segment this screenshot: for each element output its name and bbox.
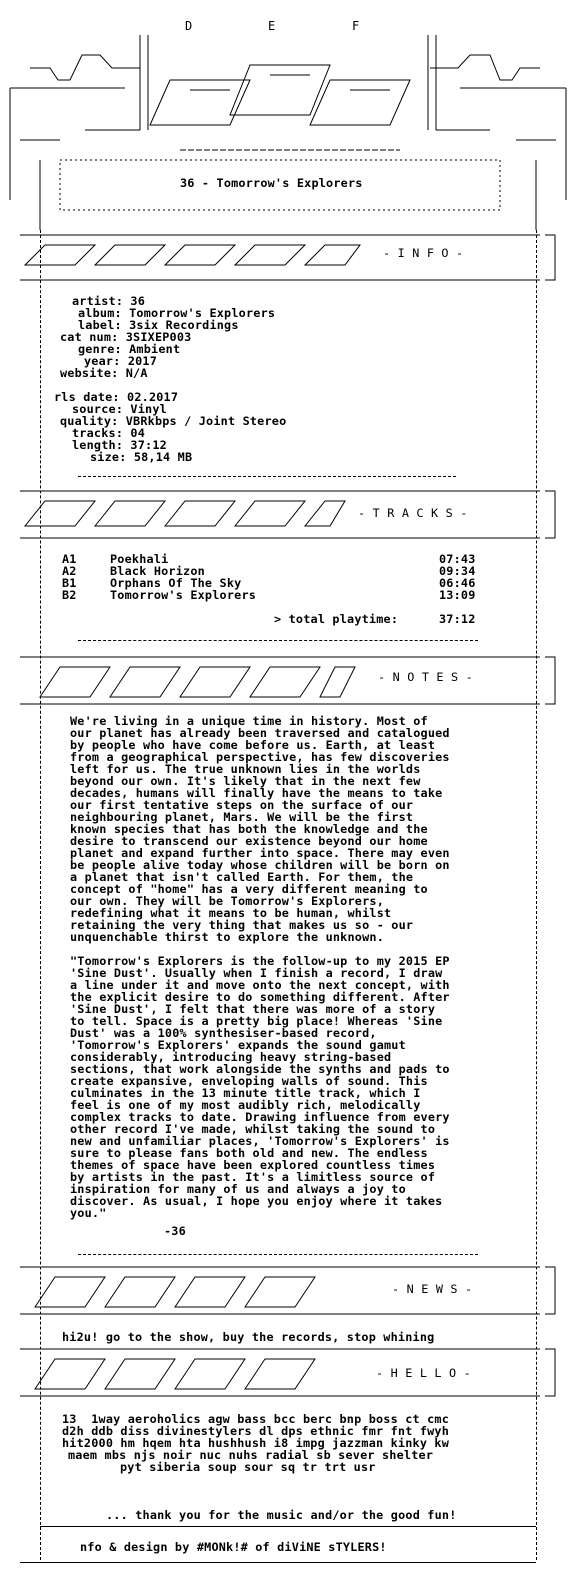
notes-line: sections, that work alongside the synths and pads to [70,1062,450,1076]
left-rail [40,230,41,1560]
notes-line: planet and expand further into space. There may even [70,846,450,860]
info-field-source: source: Vinyl [72,402,167,416]
notes-line: to tell. Space is a pretty big place! Whereas 'Sine [70,1014,443,1028]
notes-line: concept of "home" has a very different meaning to [70,882,428,896]
quality-value: VBRkbps / Joint Stereo [125,414,287,428]
track-title: Poekhali [110,552,169,566]
notes-line: desire to transcend our existence beyond our home [70,834,428,848]
page-title: 36 - Tomorrow's Explorers [180,176,363,190]
tracks-section-label: - T R A C K S - [358,506,468,520]
info-field-genre: genre: Ambient [78,342,181,356]
track-position: A2 [62,564,77,578]
label-value: 3six Recordings [129,318,239,332]
notes-line: Dust' was a 100% synthesiser-based record, [70,1026,377,1040]
notes-line: a planet that isn't called Earth. For them, the [70,870,414,884]
notes-line: feel is one of my most audibly rich, melodically [70,1098,421,1112]
notes-line: the explicit desire to do something different. After [70,990,450,1004]
notes-line: 'Sine Dust', I felt that there was more of a story [70,1002,436,1016]
track-title: Orphans Of The Sky [110,576,242,590]
notes-line: you." [70,1206,107,1220]
info-field-cat-num: cat num: 3SIXEP003 [60,330,192,344]
notes-line: sure to please fans both old and new. The endless [70,1146,428,1160]
notes-line: beyond our own. It's likely that in the next few [70,774,421,788]
right-rail [536,230,537,1560]
info-field-artist: artist: 36 [72,294,146,308]
tracks-value: 04 [130,426,146,440]
info-section-label: - I N F O - [383,246,464,260]
notes-line: complex tracks to date. Drawing influence from every [70,1110,450,1124]
notes-line: decades, humans will finally have the means to take [70,786,443,800]
cat-num-value: 3SIXEP003 [125,330,192,344]
notes-line: 'Tomorrow's Explorers' expands the sound gamut [70,1038,406,1052]
notes-divider [78,1254,478,1255]
notes-line: by people who have come before us. Earth, at least [70,738,436,752]
greetings-line: hit2000 hm hqem hta hushhush i8 impg jazzman kinky kw [62,1436,450,1450]
notes-line: be people alive today whose children will be born on [70,858,450,872]
info-field-size: size: 58,14 MB [90,450,193,464]
track-time: 07:43 [439,552,476,566]
info-section-banner [0,225,576,290]
news-section-label: - N E W S - [392,1282,473,1296]
header-letter-f: F [352,19,360,33]
length-value: 37:12 [130,438,167,452]
news-text: hi2u! go to the show, buy the records, stop whining [62,1330,435,1344]
notes-line: our own. They will be Tomorrow's Explorers, [70,894,384,908]
notes-line: inspiration for many of us and always a joy to [70,1182,406,1196]
header-logo-art [0,0,576,230]
notes-line: neighbouring planet, Mars. We will be the first [70,810,414,824]
notes-line: discover. As usual, I hope you enjoy where it takes [70,1194,443,1208]
notes-line: by artists in the past. It's a limitless source of [70,1170,436,1184]
hello-section-label: - H E L L O - [376,1366,471,1380]
track-time: 09:34 [439,564,476,578]
track-time: 06:46 [439,576,476,590]
source-value: Vinyl [130,402,167,416]
rls-date-value: 02.2017 [127,390,179,404]
notes-line: considerably, introducing heavy string-based [70,1050,392,1064]
notes-line: left for us. The true unknown lies in the worlds [70,762,421,776]
notes-line: from a geographical perspective, has few discoveries [70,750,450,764]
notes-line: create expansive, enveloping walls of sound. This [70,1074,428,1088]
total-playtime-label: > total playtime: [274,612,399,626]
notes-line: known species that has both the knowledge and the [70,822,428,836]
genre-value: Ambient [129,342,181,356]
notes-line: new and unfamiliar places, 'Tomorrow's Explorers' is [70,1134,450,1148]
info-field-length: length: 37:12 [72,438,167,452]
info-divider [78,476,456,477]
header-letter-e: E [268,19,276,33]
info-field-rls-date: rls date: 02.2017 [54,390,179,404]
header-letter-d: D [185,19,193,33]
info-field-tracks: tracks: 04 [72,426,146,440]
news-section-banner [0,1262,576,1322]
artist-value: 36 [130,294,146,308]
greetings-line: 13 1way aeroholics agw bass bcc berc bnp boss ct cmc [62,1412,450,1426]
notes-line: our first tentative steps on the surface of our [70,798,414,812]
info-field-album: album: Tomorrow's Explorers [78,306,276,320]
notes-line: our planet has already been traversed and catalogued [70,726,450,740]
tracks-divider [78,640,478,641]
track-position: B2 [62,588,77,602]
tracks-section-banner [0,486,576,546]
year-value: 2017 [127,354,158,368]
notes-line: 'Sine Dust'. Usually when I finish a record, I draw [70,966,443,980]
website-value: N/A [125,366,148,380]
notes-line: retaining the very thing that makes us so - our [70,918,414,932]
total-playtime-value: 37:12 [439,612,476,626]
track-title: Black Horizon [110,564,205,578]
track-time: 13:09 [439,588,476,602]
bottom-border [20,1562,536,1563]
notes-line: unquenchable thirst to explore the unknown. [70,930,384,944]
greetings-line: pyt siberia soup sour sq tr trt usr [120,1460,376,1474]
info-field-year: year: 2017 [84,354,158,368]
track-position: B1 [62,576,77,590]
info-field-website: website: N/A [60,366,148,380]
notes-line: culminates in the 13 minute title track, which I [70,1086,421,1100]
info-field-quality: quality: VBRkbps / Joint Stereo [60,414,287,428]
notes-line: themes of space have been explored countless times [70,1158,436,1172]
greetings-line: d2h ddb diss divinestylers dl dps ethnic fmr fnt fwyh [62,1424,450,1438]
notes-section-banner [0,652,576,712]
notes-section-label: - N O T E S - [378,670,473,684]
notes-line: redefining what it means to be human, whilst [70,906,392,920]
thanks-text: ... thank you for the music and/or the good fun! [106,1508,457,1522]
info-field-label: label: 3six Recordings [78,318,239,332]
track-position: A1 [62,552,77,566]
notes-line: We're living in a unique time in history. Most of [70,714,428,728]
notes-line: other record I've made, whilst taking the sound to [70,1122,436,1136]
greetings-line: maem mbs njs noir nuc nuhs radial sb sever shelter [68,1448,434,1462]
credits-text: nfo & design by #MONk!# of diViNE sTYLERS! [80,1540,387,1554]
notes-line: "Tomorrow's Explorers is the follow-up to my 2015 EP [70,954,450,968]
footer-divider [40,1526,536,1527]
track-title: Tomorrow's Explorers [110,588,257,602]
hello-section-banner [0,1344,576,1404]
size-value: 58,14 MB [133,450,193,464]
notes-signature: -36 [164,1224,186,1238]
notes-line: a line under it and move onto the next concept, with [70,978,450,992]
album-value: Tomorrow's Explorers [129,306,276,320]
